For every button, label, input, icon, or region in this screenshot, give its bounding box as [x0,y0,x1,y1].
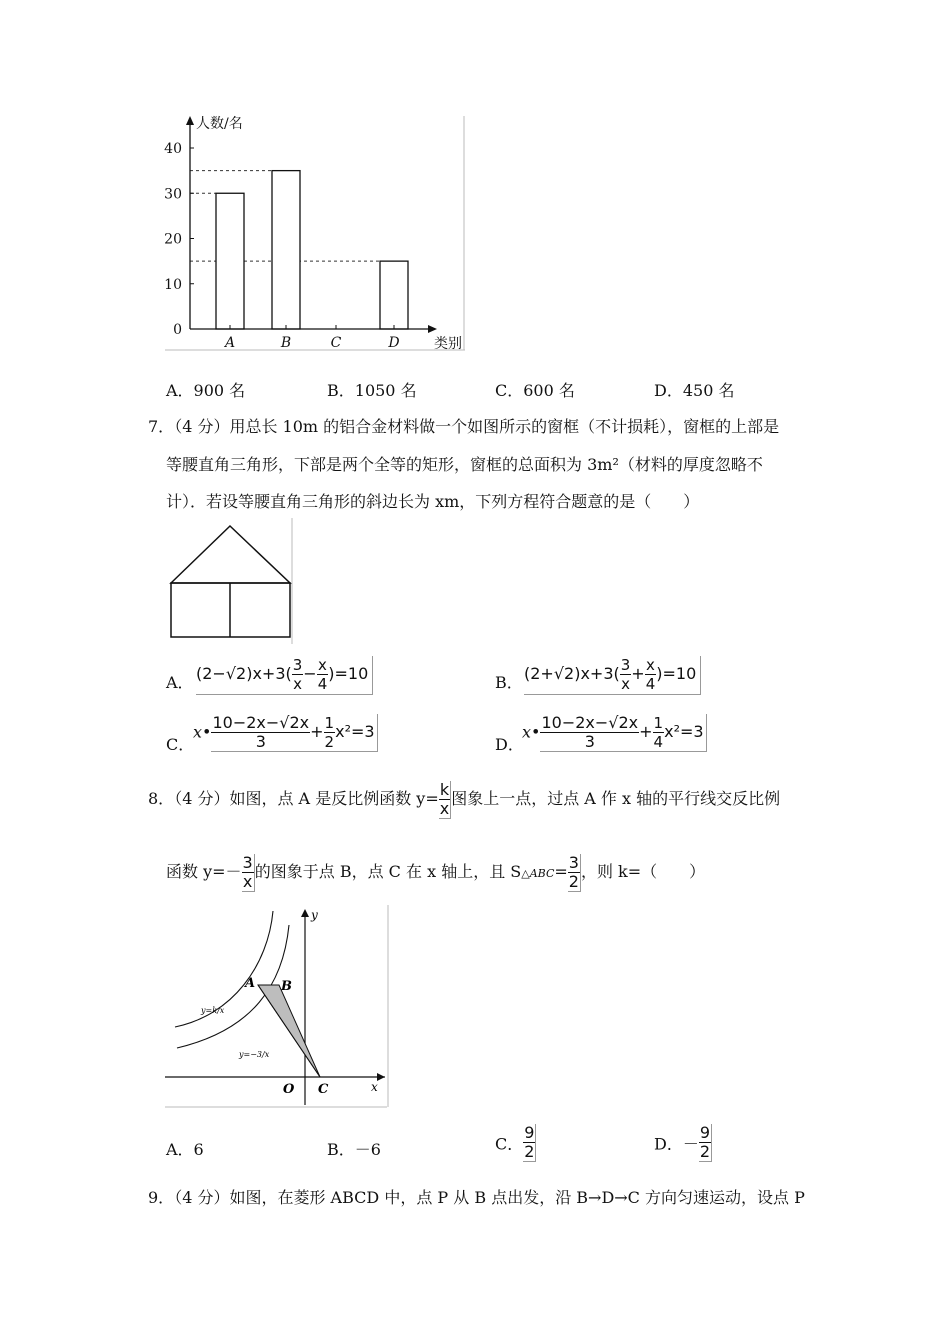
q8-3-over-2: $\frac{3}{2}$ [568,852,579,891]
q7-option-a-label[interactable]: A． [166,673,194,692]
label-curve-3: y=−3/x [239,1050,270,1059]
q6-option-d[interactable]: D．450 名 [654,381,735,400]
q7-number: 7． [148,417,175,436]
label-x: x [371,1080,378,1094]
q7-option-a[interactable] [196,656,373,695]
x-axis-arrow [428,325,437,333]
q7-c-expr: $\frac{10-2x-√2x}{3}$ + $\frac{1}{2}$ x²=3 [211,714,377,752]
q8-option-d[interactable] [654,1124,712,1162]
y-tick-label: 40 [164,141,182,157]
x-tick-label: C [330,335,342,351]
y-tick-label: 30 [164,186,182,203]
hyperbola-figure [163,905,389,1109]
label-curve-k: y=k/x [201,1006,225,1015]
q8-subscript: △ABC [521,867,555,880]
bar-D [380,261,408,329]
y-tick-label: 20 [164,231,182,248]
q7-b-frac2: $\frac{x}{4}$ [645,656,656,693]
q8-text-2b: 的图象于点 B，点 C 在 x 轴上，且 S [254,862,522,881]
y-axis-arrow [186,116,194,125]
label-c: C [318,1082,329,1097]
q6-option-c[interactable]: C．600 名 [495,381,575,400]
q7-text-1: 用总长 10m 的铝合金材料做一个如图所示的窗框（不计损耗），窗框的上部是 [229,417,780,436]
q8-c-frac: $\frac{9}{2}$ [524,1123,535,1161]
q7-b-left: (2+√2)x+3( [524,664,620,683]
q7-b-frac1: $\frac{3}{x}$ [620,656,631,693]
window-frame-figure [164,518,296,644]
q8-number: 8． [148,789,175,808]
triangle-top [171,526,290,583]
q8-score: （4 分） [174,789,230,808]
x-tick-label: A [224,335,236,351]
q7-option-b[interactable] [524,656,701,695]
q9-score: （4 分） [174,1188,230,1207]
y-tick-label: 0 [173,322,182,338]
bar-chart [160,108,480,356]
q7-b-op: + [631,664,645,683]
q7-b-right: )=10 [656,664,697,683]
y-axis-label: 人数/名 [196,116,243,132]
q6-option-b[interactable]: B．1050 名 [327,381,417,400]
q6-option-a[interactable]: A．900 名 [166,381,246,400]
q7-c-prefix: x• [193,722,212,742]
bar-A [216,193,244,329]
q7-d-expr: $\frac{10-2x-√2x}{3}$ + $\frac{1}{4}$ x²=3 [540,714,706,752]
q7-line2: 等腰直角三角形，下部是两个全等的矩形，窗框的总面积为 3m²（材料的厚度忽略不 [166,455,763,474]
q7-option-c[interactable] [193,714,378,752]
q7-d-prefix: x• [522,722,541,742]
q7-line3: 计）．若设等腰直角三角形的斜边长为 xm，下列方程符合题意的是（ ） [166,492,700,511]
q7-option-c-label[interactable]: C． [166,735,195,754]
q8-text-1b: 图象上一点，过点 A 作 x 轴的平行线交反比例 [451,789,781,808]
q8-3-over-x: $\frac{3}{x}$ [242,852,253,891]
q8-option-a[interactable]: A．6 [166,1140,204,1159]
q8-line2 [166,852,705,894]
q8-text-2d: ，则 k=（ ） [580,862,706,881]
label-b: B [281,979,292,994]
q7-option-b-label[interactable]: B． [495,673,523,692]
q7-a-frac2: $\frac{x}{4}$ [317,656,328,693]
x-tick-label: D [388,335,400,351]
q9-text-1: 如图，在菱形 ABCD 中，点 P 从 B 点出发，沿 B→D→C 方向匀速运动，设点 P [229,1188,805,1207]
y-tick-label: 10 [164,276,182,293]
q8-text-2a: 函数 y=－ [166,862,242,881]
label-o: O [283,1082,295,1097]
q9-number: 9． [148,1188,175,1207]
q8-option-c[interactable] [495,1124,536,1162]
q8-equals: = [554,862,568,881]
q8-c-label: C． [495,1134,524,1154]
q7-line1 [148,414,779,437]
q7-a-frac1: $\frac{3}{x}$ [292,656,303,693]
q7-option-d[interactable] [522,714,707,752]
x-axis-label: 类别 [434,336,462,352]
bar-B [272,171,300,329]
q7-a-op: − [303,664,317,683]
q7-a-left: (2−√2)x+3( [196,664,292,683]
q8-d-label: D．－ [654,1134,699,1154]
q8-d-frac: $\frac{9}{2}$ [699,1123,711,1161]
x-tick-label: B [280,335,292,351]
q7-option-d-label[interactable]: D． [495,735,524,754]
q8-k-over-x: $\frac{k}{x}$ [439,779,450,818]
q9-line1 [148,1185,805,1208]
q7-score: （4 分） [174,417,230,436]
label-y: y [311,908,318,922]
label-a: A [245,976,256,991]
q8-option-b[interactable]: B．－6 [327,1140,381,1159]
q8-text-1a: 如图，点 A 是反比例函数 y= [229,789,439,808]
q7-a-right: )=10 [328,664,369,683]
q8-line1 [148,780,780,819]
